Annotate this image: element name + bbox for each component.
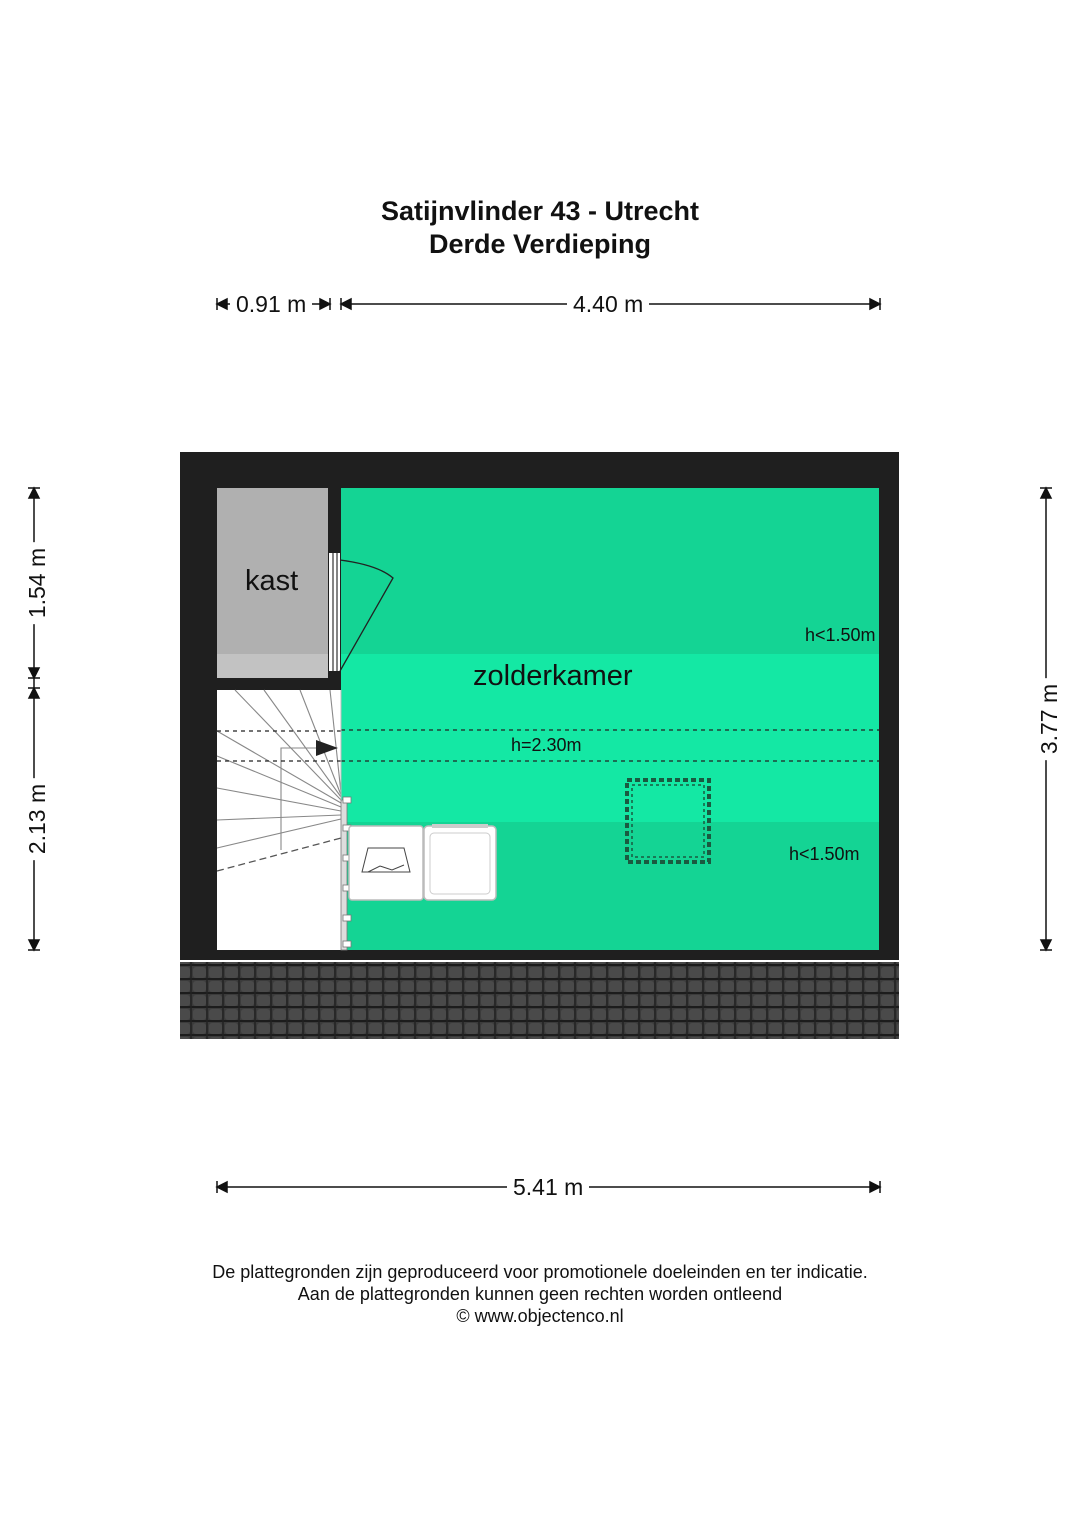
washing-machine bbox=[349, 826, 423, 900]
height-bottom-label: h<1.50m bbox=[789, 844, 860, 864]
plan-title: Satijnvlinder 43 - Utrecht bbox=[380, 196, 700, 226]
dimension-top-left-label: 0.91 m bbox=[230, 291, 312, 317]
height-middle-label: h=2.30m bbox=[511, 735, 582, 755]
dimension-bottom-label: 5.41 m bbox=[507, 1174, 589, 1200]
plan-subtitle: Derde Verdieping bbox=[428, 229, 652, 259]
copyright-link[interactable]: © www.objectenco.nl bbox=[456, 1306, 624, 1326]
dimension-left-upper-label: 1.54 m bbox=[24, 542, 50, 624]
dryer bbox=[424, 824, 496, 900]
kast-label: kast bbox=[245, 565, 299, 597]
disclaimer-line-2: Aan de plattegronden kunnen geen rechten worden ontleend bbox=[297, 1284, 783, 1304]
dimension-top-right-label: 4.40 m bbox=[567, 291, 649, 317]
dimension-left-lower-label: 2.13 m bbox=[24, 778, 50, 860]
stairwell bbox=[217, 690, 351, 950]
height-top-label: h<1.50m bbox=[805, 625, 876, 645]
disclaimer-line-1: De plattegronden zijn geproduceerd voor promotionele doeleinden en ter indicatie. bbox=[212, 1262, 868, 1282]
roof-tiles bbox=[180, 962, 899, 1039]
dimension-right-label: 3.77 m bbox=[1036, 678, 1062, 760]
zolderkamer-label: zolderkamer bbox=[473, 660, 633, 692]
